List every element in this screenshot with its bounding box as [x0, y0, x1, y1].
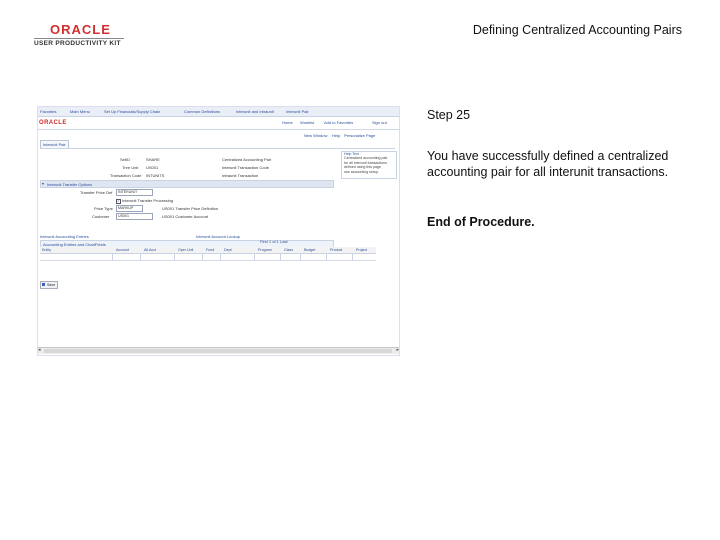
step-label: Step 25 [427, 108, 471, 122]
save-button[interactable] [40, 281, 58, 289]
step-description: You have successfully defined a centralized accounting pair for all interunit transactions. [427, 149, 669, 179]
breadcrumb-item[interactable]: Interunit and Intraunit [236, 109, 274, 114]
breadcrumb-item[interactable]: Common Definitions [184, 109, 221, 114]
collapse-icon[interactable]: ▾ [42, 181, 45, 186]
setid-value: SHARE [146, 157, 160, 162]
end-of-procedure: End of Procedure. [427, 215, 535, 229]
home-link[interactable]: Home [282, 120, 293, 125]
tree-unit-label: Tree Unit [122, 165, 139, 170]
breadcrumb-item[interactable]: Main Menu [70, 109, 90, 114]
scroll-left-icon[interactable]: ◂ [38, 347, 41, 353]
transfer-price-input[interactable]: INTERUNIT [116, 189, 153, 196]
grid-columns [40, 247, 376, 254]
scrollbar-thumb[interactable] [44, 349, 392, 353]
grid-column-header: Oper Unit [178, 248, 194, 252]
oracle-logo: ORACLE [39, 120, 67, 126]
tree-unit-value: US001 [146, 165, 159, 170]
breadcrumb [38, 107, 399, 117]
favorites-link[interactable]: Add to Favorites [324, 120, 354, 125]
price-type-input[interactable]: MARKUP [116, 205, 143, 212]
interunit-processing-label: Interunit Transfer Processing [122, 198, 174, 203]
field-description: Interunit Transaction Code [222, 165, 269, 170]
personalize-link[interactable]: Personalize Page [344, 133, 376, 138]
field-description: Intraunit Transaction [222, 173, 259, 178]
section-title: Interunit Transfer Options [47, 181, 93, 187]
horizontal-scrollbar[interactable] [38, 347, 399, 354]
transaction-code-value: INTUNITS [146, 173, 165, 178]
logo-brand: ORACLE [50, 22, 111, 37]
grid-column-header: Project [356, 248, 368, 252]
slide-title: Defining Centralized Accounting Pairs [472, 23, 682, 37]
new-window-link[interactable]: New Window [304, 133, 328, 138]
upk-logo [34, 22, 124, 47]
transaction-code-label: Transaction Code [110, 173, 142, 178]
grid-column-header: Fund [206, 248, 215, 252]
save-label: Save [47, 283, 56, 287]
save-icon [42, 283, 45, 286]
grid-column-header: Product [330, 248, 343, 252]
grid-column-header: Dept [224, 248, 232, 252]
breadcrumb-item[interactable]: Interunit Pair [286, 109, 309, 114]
grid-link[interactable]: Interunit Account Lookup [196, 234, 241, 239]
grid-column-header: Budget [304, 248, 316, 252]
help-line: for all interunit transactions [344, 160, 387, 165]
tab-divider [40, 148, 395, 149]
help-panel [341, 151, 397, 179]
customer-description: US001 Customer Account [162, 214, 209, 219]
grid-column-header: Alt Acct [144, 248, 156, 252]
help-line: use accounting setup. [344, 169, 379, 174]
interunit-processing-checkbox[interactable]: ✓ [117, 199, 120, 203]
transfer-price-label: Transfer Price Def [80, 190, 113, 195]
grid-column-header: Program [258, 248, 272, 252]
customer-input[interactable]: US001 [116, 213, 153, 220]
price-type-label: Price Type [94, 206, 113, 211]
scroll-right-icon[interactable]: ▸ [396, 347, 399, 353]
breadcrumb-item[interactable]: Favorites [40, 109, 57, 114]
header-divider [38, 129, 399, 130]
grid-column-header: Entity [42, 248, 51, 252]
breadcrumb-item[interactable]: Set Up Financials/Supply Chain [104, 109, 161, 114]
help-line: defined using this page [344, 165, 381, 170]
logo-product: USER PRODUCTIVITY KIT [34, 38, 124, 47]
signout-link[interactable]: Sign out [372, 120, 387, 125]
field-description: Centralized Accounting Pair [222, 157, 272, 162]
help-line: Centralized accounting pair [344, 156, 388, 161]
grid-link[interactable]: Interunit Accounting Entries [40, 234, 89, 239]
price-type-description: US001 Transfer Price Definition [162, 206, 219, 211]
help-title: Help Text [344, 152, 359, 156]
worklist-link[interactable]: Worklist [300, 120, 315, 125]
section-header[interactable] [40, 180, 334, 188]
grid-column-header: Account [116, 248, 129, 252]
tab-interunit-pair[interactable]: Interunit Pair [40, 140, 69, 149]
grid-column-header: Class [284, 248, 293, 252]
help-link[interactable]: Help [332, 133, 341, 138]
table-row[interactable] [40, 254, 376, 261]
application-screenshot [37, 106, 400, 356]
setid-label: SetID [120, 157, 131, 162]
customer-label: Customer [92, 214, 110, 219]
grid-pager[interactable]: First 1 of 1 Last [260, 239, 288, 244]
grid-title: Accounting Entries and ChartFields [43, 241, 106, 247]
